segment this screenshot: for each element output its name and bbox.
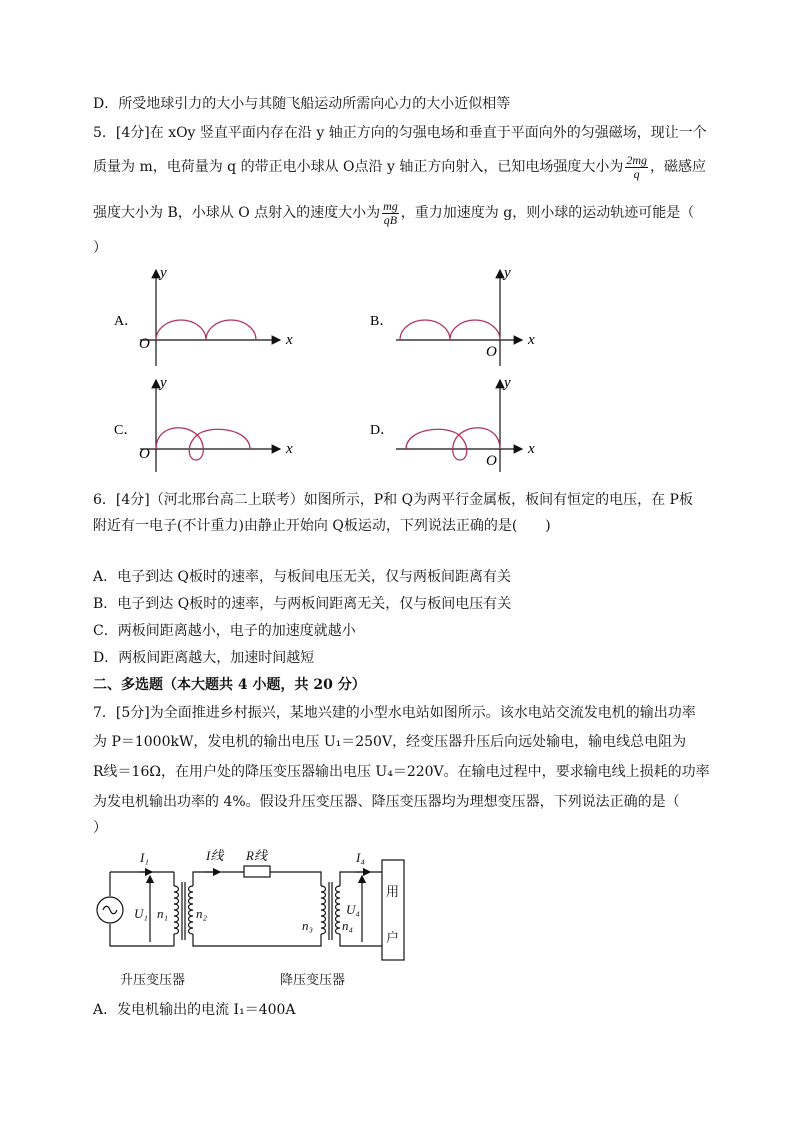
q5-line1: 5．[4分]在 xOy 竖直平面内存在沿 y 轴正方向的匀强电场和垂直于平面向外的匀强磁场，现让一个 <box>93 125 707 141</box>
frac-denominator: q <box>633 166 640 181</box>
trajectory-path <box>156 428 250 460</box>
step-up-secondary-coil <box>189 886 194 934</box>
label-u1: U₁ <box>134 906 148 921</box>
label-user-1: 用 <box>386 885 400 900</box>
q5-line2-tail: ，磁感应 <box>650 159 706 175</box>
trajectory-path <box>400 320 500 340</box>
q5-line3-tail: ，重力加速度为 g，则小球的运动轨迹可能是（ <box>400 205 695 221</box>
origin-label: O <box>486 344 497 360</box>
q6-line2: 附近有一电子(不计重力)由静止开始向 Q板运动，下列说法正确的是( ) <box>93 518 551 534</box>
q6-option-c: C．两板间距离越小，电子的加速度就越小 <box>93 623 356 639</box>
q6-line1: 6．[4分]（河北邢台高二上联考）如图所示，P和 Q为两平行金属板，板间有恒定的电压，在 P板 <box>93 492 693 508</box>
line-resistor <box>244 866 270 877</box>
q7-line4: 为发电机输出功率的 4%。假设升压变压器、降压变压器均为理想变压器，下列说法正确的是（ <box>93 794 680 810</box>
y-label: y <box>160 375 167 391</box>
label-i1: I₁ <box>140 850 149 865</box>
fraction-2mg-over-q <box>625 154 648 181</box>
q7-line3: R线＝16Ω，在用户处的降压变压器输出电压 U₄＝220V。在输电过程中，要求输电线上损耗的功率 <box>93 764 710 780</box>
q5-line4: ） <box>93 240 107 256</box>
q5-line3 <box>93 198 694 228</box>
x-label: x <box>528 441 535 457</box>
q7-option-a: A．发电机输出的电流 I₁＝400A <box>93 1002 296 1018</box>
q5-trajectory-figures <box>100 262 560 472</box>
figure-a <box>114 265 293 366</box>
frac-numerator: mg <box>383 198 398 213</box>
x-label: x <box>286 332 293 348</box>
q6-option-b: B．电子到达 Q板时的速率，与两板间距离无关，仅与板间电压有关 <box>93 596 512 612</box>
label-n2: n₂ <box>196 906 208 921</box>
step-down-primary-coil <box>321 886 326 934</box>
option-a-label: A． <box>114 314 139 329</box>
label-step-up: 升压变压器 <box>120 973 186 988</box>
origin-label: O <box>139 446 150 462</box>
q7-line1: 7．[5分]为全面推进乡村振兴，某地兴建的小型水电站如图所示。该水电站交流发电机的输出功率 <box>93 705 696 721</box>
y-label: y <box>504 265 511 281</box>
figure-c <box>114 375 293 472</box>
label-i4: I₄ <box>356 850 365 865</box>
step-up-primary-coil <box>174 886 179 934</box>
origin-label: O <box>486 453 497 469</box>
figure-d <box>370 375 535 472</box>
q5-line2-text: 质量为 m，电荷量为 q 的带正电小球从 O点沿 y 轴正方向射入，已知电场强度大小为 <box>93 159 624 175</box>
option-b-label: B． <box>370 314 394 329</box>
y-label: y <box>504 375 511 391</box>
y-label: y <box>160 265 167 281</box>
figure-b <box>370 265 535 366</box>
q7-line5: ） <box>93 820 107 836</box>
transmission-wires <box>193 872 321 946</box>
label-n4: n₄ <box>342 918 354 933</box>
power-transmission-circuit <box>94 842 424 992</box>
x-label: x <box>528 332 535 348</box>
q4-option-d: D．所受地球引力的大小与其随飞船运动所需向心力的大小近似相等 <box>93 96 511 112</box>
frac-numerator: 2mg <box>626 152 647 167</box>
fraction-mg-over-qB <box>382 200 399 227</box>
ac-symbol-icon <box>103 906 117 914</box>
label-iline: I线 <box>206 848 224 863</box>
option-d-label: D． <box>370 423 395 438</box>
section-heading: 二、多选题（本大题共 4 小题，共 20 分） <box>93 677 366 693</box>
option-c-label: C． <box>114 423 138 438</box>
label-user-2: 户 <box>386 931 400 946</box>
label-n3: n₃ <box>302 918 314 933</box>
q5-line2 <box>93 152 706 182</box>
trajectory-path <box>156 320 256 340</box>
origin-label: O <box>139 336 150 352</box>
q6-option-d: D．两板间距离越大，加速时间越短 <box>93 650 315 666</box>
label-u4: U₄ <box>346 902 360 917</box>
q6-option-a: A．电子到达 Q板时的速率，与板间电压无关，仅与两板间距离有关 <box>93 569 512 585</box>
q5-line3-text: 强度大小为 B，小球从 O 点射入的速度大小为 <box>93 205 381 221</box>
x-label: x <box>286 441 293 457</box>
frac-denominator: qB <box>383 212 398 227</box>
step-down-secondary-coil <box>336 886 341 934</box>
q7-line2: 为 P＝1000kW，发电机的输出电压 U₁＝250V，经变压器升压后向远处输电，输电线总电阻为 <box>93 734 687 750</box>
label-step-down: 降压变压器 <box>280 973 346 988</box>
label-rline: R线 <box>246 848 267 863</box>
label-n1: n₁ <box>157 906 169 921</box>
